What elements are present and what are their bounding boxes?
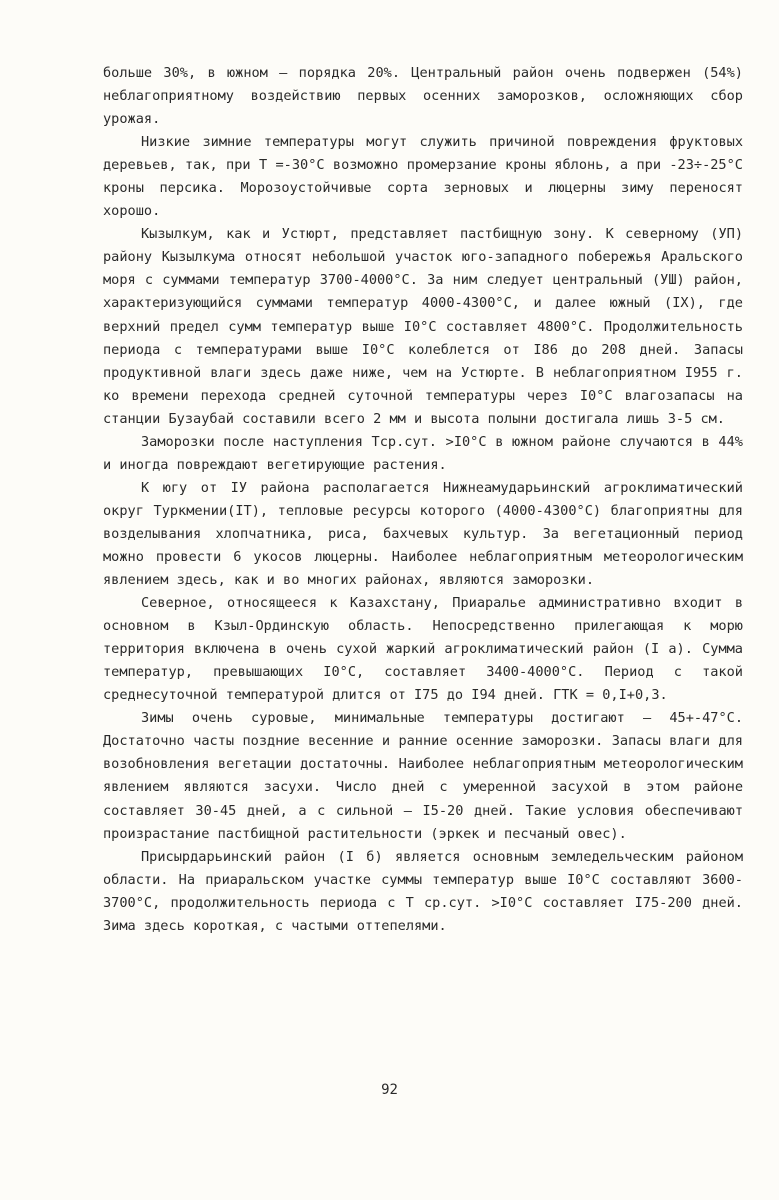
page-number: 92	[381, 1082, 398, 1098]
paragraph: больше 30%, в южном – порядка 20%. Центральный район очень подвержен (54%) неблагоприятному воздействию первых осенних заморозков, осложняющих сбор урожая.	[103, 65, 743, 128]
paragraph: К югу от IУ района располагается Нижнеамударьинский агроклиматический округ Туркмении(IТ), тепловые ресурсы которого (4000-4300°C) благоприятны для возделывания хлопчатника, риса, бахчевых культур. За вегетационный период можно провести 6 укосов люцерны. Наиболее неблагоприятным метеорологическим явлением здесь, как и во многих районах, являются заморозки.	[103, 479, 743, 589]
paragraph: Северное, относящееся к Казахстану, Приаралье административно входит в основном в Кзыл-Ординскую область. Непосредственно прилегающая к морю территория включена в очень сухой жаркий агроклиматический район (I а). Сумма температур, превышающих I0°C, составляет 3400-4000°C. Период с такой среднесуточной температурой длится от I75 до I94 дней. ГТК = 0,I+0,3.	[103, 595, 743, 704]
body-text	[103, 62, 743, 938]
paragraph: Зимы очень суровые, минимальные температуры достигают – 45+-47°C. Достаточно часты поздние весенние и ранние осенние заморозки. Запасы влаги для возобновления вегетации достаточны. Наиболее неблагоприятным метеорологическим явлением являются засухи. Число дней с умеренной засухой в этом районе составляет 30-45 дней, а с сильной – I5-20 дней. Такие условия обеспечивают произрастание пастбищной растительности (эркек и песчаный овес).	[103, 710, 743, 842]
paragraph: Кызылкум, как и Устюрт, представляет пастбищную зону. К северному (УП) району Кызылкума относят небольшой участок юго-западного побережья Аральского моря с суммами температур 3700-4000°C. За ним следует центральный (УШ) район, характеризующийся суммами температур 4000-4300°C, и далее южный (IX), где верхний предел сумм температур выше I0°C составляет 4800°C. Продолжительность периода с температурами выше I0°C колеблется от I86 до 208 дней. Запасы продуктивной влаги здесь даже ниже, чем на Устюрте. В неблагоприятном I955 г. ко времени перехода средней суточной температуры через I0°C влагозапасы на станции Бузаубай составили всего 2 мм и высота полыни достигала лишь 3-5 см.	[103, 226, 743, 427]
paragraph: Заморозки после наступления Tср.сут. >I0°C в южном районе случаются в 44% и иногда повреждают вегетирующие растения.	[103, 433, 743, 473]
paragraph: Присырдарьинский район (I б) является основным земледельческим районом области. На приаральском участке суммы температур выше I0°C составляют 3600-3700°C, продолжительность периода с T ср.сут. >I0°C составляет I75-200 дней. Зима здесь короткая, с частыми оттепелями.	[103, 848, 743, 934]
paragraph: Низкие зимние температуры могут служить причиной повреждения фруктовых деревьев, так, при T =-30°C возможно промерзание кроны яблонь, а при -23÷-25°C кроны персика. Морозоустойчивые сорта зерновых и люцерны зиму переносят хорошо.	[103, 134, 743, 220]
